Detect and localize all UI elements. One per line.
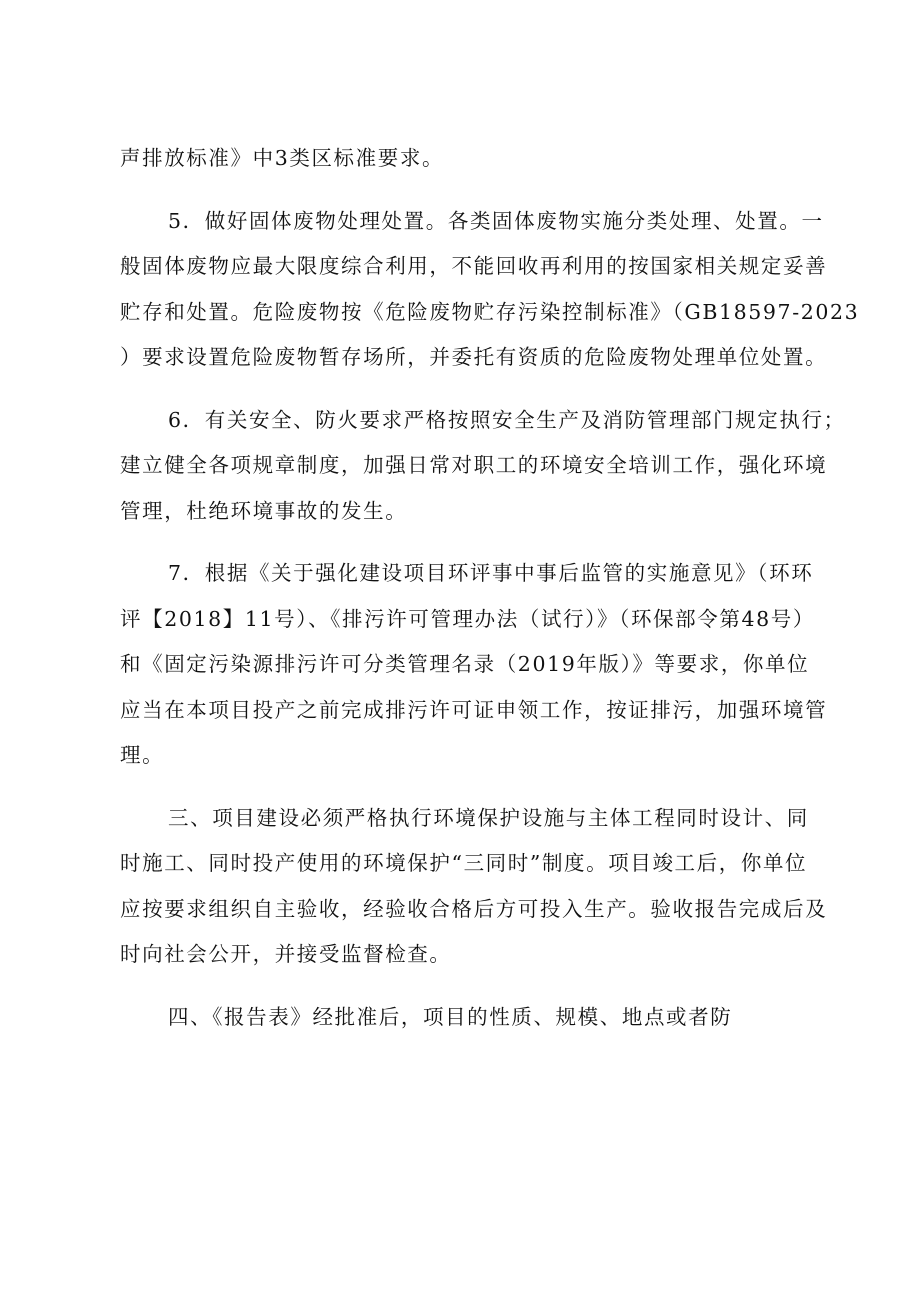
text-line: 理。 — [120, 743, 165, 767]
text-line: 声排放标准》中3类区标准要求。 — [120, 146, 445, 170]
text-line: 6．有关安全、防火要求严格按照安全生产及消防管理部门规定执行； — [168, 407, 846, 432]
text-line: 建立健全各项规章制度，加强日常对职工的环境安全培训工作，强化环境 — [120, 453, 828, 477]
paragraph-section-4-report-approval — [120, 995, 820, 1041]
document-body — [120, 136, 860, 1040]
text-line: 和《固定污染源排污许可分类管理名录（2019年版）》等要求，你单位 — [120, 652, 810, 676]
text-line: 般固体废物应最大限度综合利用，不能回收再利用的按国家相关规定妥善 — [120, 254, 828, 278]
text-line: 应按要求组织自主验收，经验收合格后方可投入生产。验收报告完成后及 — [120, 896, 828, 921]
text-line: ）要求设置危险废物暂存场所，并委托有资质的危险废物处理单位处置。 — [120, 345, 828, 369]
paragraph-noise-standard-continuation — [120, 136, 820, 182]
text-line: 时施工、同时投产使用的环境保护“三同时”制度。项目竣工后，你单位 — [120, 851, 808, 875]
paragraph-item-7-pollution-permit — [120, 551, 828, 779]
text-line: 四、《报告表》经批准后，项目的性质、规模、地点或者防 — [168, 1004, 733, 1029]
paragraph-item-5-solid-waste — [120, 199, 860, 381]
paragraph-item-6-safety — [120, 398, 846, 535]
text-line: 管理，杜绝环境事故的发生。 — [120, 498, 408, 523]
text-line: 贮存和处置。危险废物按《危险废物贮存污染控制标准》（GB18597-2023 — [120, 299, 860, 324]
text-line: 评【2018】11号）、《排污许可管理办法（试行）》（环保部令第48号） — [120, 606, 815, 631]
text-line: 应当在本项目投产之前完成排污许可证申领工作，按证排污，加强环境管 — [120, 697, 828, 722]
paragraph-section-3-three-simultaneous — [120, 796, 828, 978]
text-line: 三、项目建设必须严格执行环境保护设施与主体工程同时设计、同 — [168, 805, 809, 830]
text-line: 5．做好固体废物处理处置。各类固体废物实施分类处理、处置。一 — [168, 208, 824, 233]
text-line: 时向社会公开，并接受监督检查。 — [120, 942, 452, 966]
text-line: 7．根据《关于强化建设项目环评事中事后监管的实施意见》（环环 — [168, 561, 814, 585]
